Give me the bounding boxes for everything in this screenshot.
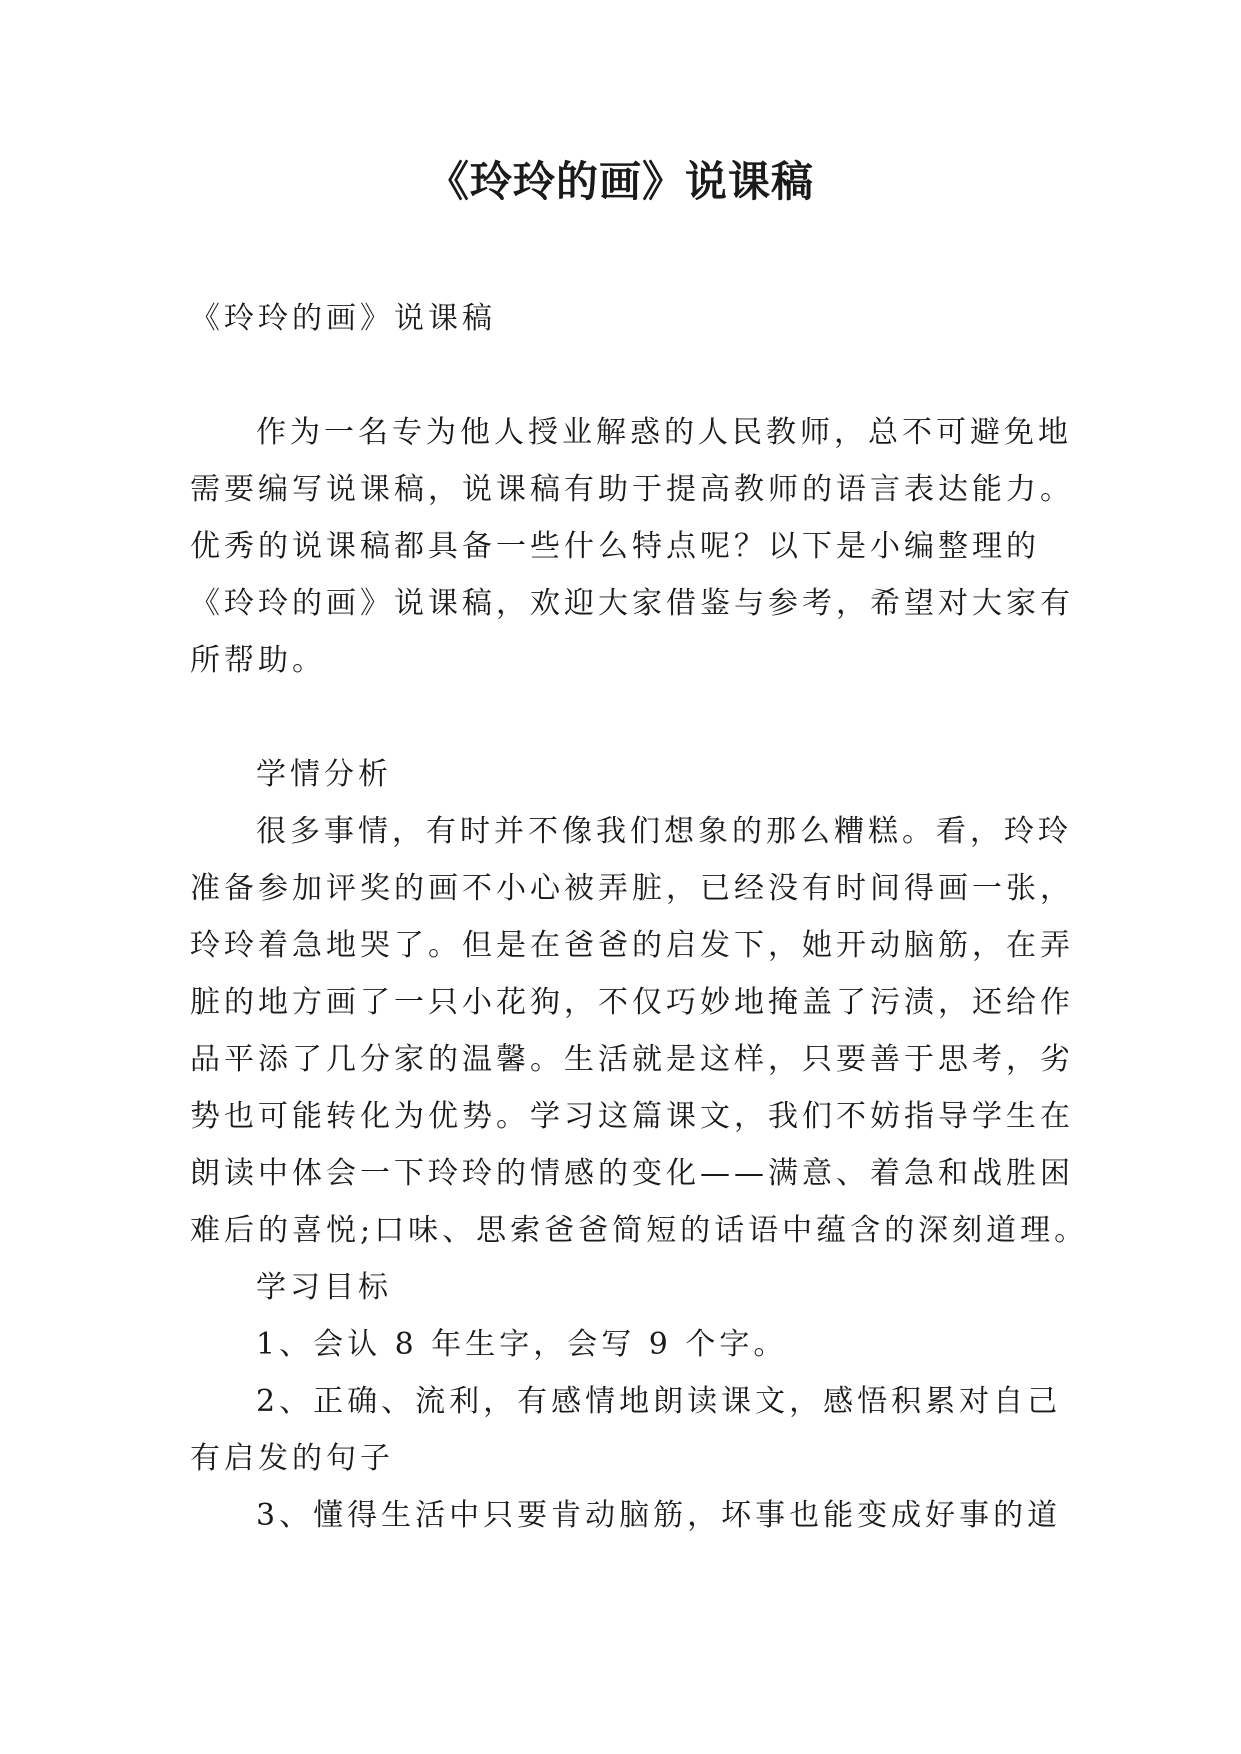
intro-line: 所帮助。 <box>190 643 326 678</box>
analysis-line: 难后的喜悦;口味、思索爸爸简短的话语中蕴含的深刻道理。 <box>190 1213 1089 1248</box>
goal-item-1: 1、会认 8 年生字，会写 9 个字。 <box>256 1327 788 1362</box>
analysis-line: 脏的地方画了一只小花狗，不仅巧妙地掩盖了污渍，还给作 <box>190 985 1074 1020</box>
intro-line: 《玲玲的画》说课稿，欢迎大家借鉴与参考，希望对大家有 <box>190 586 1074 621</box>
intro-line: 需要编写说课稿，说课稿有助于提高教师的语言表达能力。 <box>190 472 1074 507</box>
analysis-line: 很多事情，有时并不像我们想象的那么糟糕。看，玲玲 <box>256 814 1072 849</box>
goal-item-3: 3、懂得生活中只要肯动脑筋，坏事也能变成好事的道 <box>256 1498 1062 1533</box>
section-heading-analysis: 学情分析 <box>256 757 392 792</box>
document-body <box>190 290 1089 1544</box>
analysis-line: 玲玲着急地哭了。但是在爸爸的启发下，她开动脑筋，在弄 <box>190 928 1074 963</box>
analysis-line: 准备参加评奖的画不小心被弄脏，已经没有时间得画一张， <box>190 871 1074 906</box>
goal-item-2: 2、正确、流利，有感情地朗读课文，感悟积累对自己 <box>256 1384 1062 1419</box>
spacer <box>190 689 1070 746</box>
analysis-line: 品平添了几分家的温馨。生活就是这样，只要善于思考，劣 <box>190 1042 1074 1077</box>
goal-item-2-continued: 有启发的句子 <box>190 1441 394 1476</box>
analysis-line: 势也可能转化为优势。学习这篇课文，我们不妨指导学生在 <box>190 1099 1074 1134</box>
section-heading-goals: 学习目标 <box>256 1270 392 1305</box>
subtitle: 《玲玲的画》说课稿 <box>190 301 496 336</box>
document-title: 《玲玲的画》说课稿 <box>426 157 814 206</box>
spacer <box>190 347 1070 404</box>
analysis-line: 朗读中体会一下玲玲的情感的变化——满意、着急和战胜困 <box>190 1156 1074 1191</box>
intro-line: 作为一名专为他人授业解惑的人民教师，总不可避免地 <box>256 415 1072 450</box>
intro-line: 优秀的说课稿都具备一些什么特点呢？以下是小编整理的 <box>190 529 1040 564</box>
